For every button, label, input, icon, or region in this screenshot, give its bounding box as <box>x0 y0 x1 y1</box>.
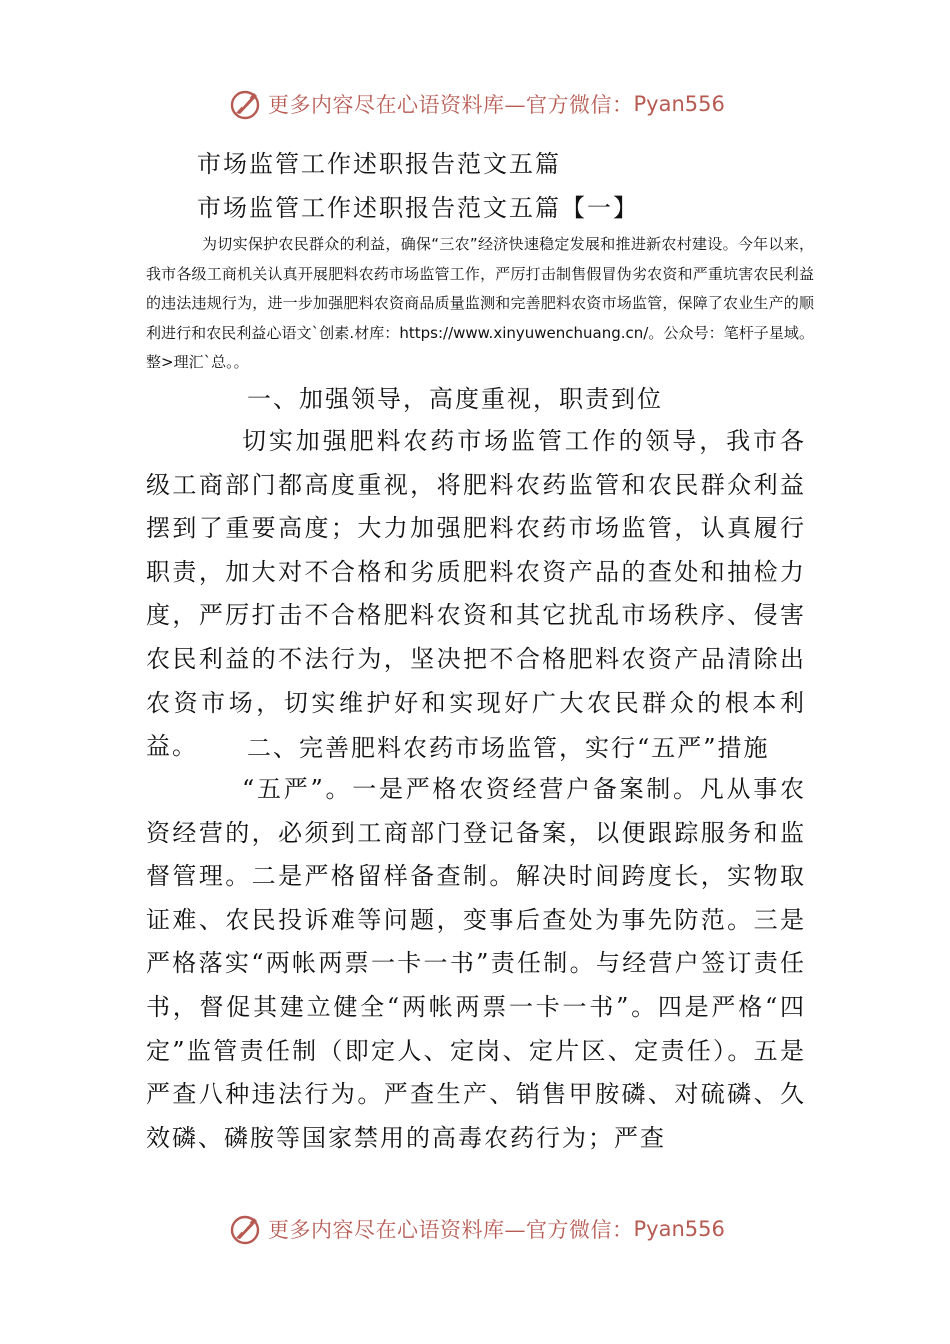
banner-wechat-id: Pyan556 <box>633 92 725 116</box>
header-watermark-banner <box>228 84 748 124</box>
section-heading-1: 一、加强领导，高度重视，职责到位 <box>247 385 663 413</box>
quill-logo-icon <box>228 1212 262 1246</box>
intro-paragraph: 为切实保护农民群众的利益，确保“三农”经济快速稳定发展和推进新农村建设。今年以来，我市各级工商机关认真开展肥料农药市场监管工作，严厉打击制售假冒伪劣农资和严重坑害农民利益的违法违规行为，进一步加强肥料农资商品质量监测和完善肥料农资市场监管，保障了农业生产的顺利进行和农民利益心语文`创素.材库：https://www.xinyuwenchuang.cn/。公众号：笔杆子星域。整>理汇`总。。 <box>146 235 814 371</box>
banner-wechat-id: Pyan556 <box>633 1217 725 1241</box>
footer-watermark-banner <box>228 1209 748 1249</box>
document-subtitle: 市场监管工作述职报告范文五篇【一】 <box>197 194 639 222</box>
banner-text: 更多内容尽在心语资料库—官方微信： <box>268 1218 634 1242</box>
section-heading-2: 二、完善肥料农药市场监管，实行“五严”措施 <box>247 734 770 762</box>
document-title: 市场监管工作述职报告范文五篇 <box>197 150 561 178</box>
quill-logo-icon <box>228 87 262 121</box>
section-body-2: “五严”。一是严格农资经营户备案制。凡从事农资经营的，必须到工商部门登记备案，以便跟踪服务和监督管理。二是严格留样备查制。解决时间跨度长，实物取证难、农民投诉难等问题，变事后查处为事先防范。三是严格落实“两帐两票一卡一书”责任制。与经营户签订责任书，督促其建立健全“两帐两票一卡一书”。四是严格“四定”监管责任制（即定人、定岗、定片区、定责任）。五是严查八种违法行为。严查生产、销售甲胺磷、对硫磷、久效磷、磷胺等国家禁用的高毒农药行为；严查 <box>146 775 806 1152</box>
banner-text: 更多内容尽在心语资料库—官方微信： <box>268 93 634 117</box>
section-body-1: 切实加强肥料农药市场监管工作的领导，我市各级工商部门都高度重视，将肥料农药监管和农民群众利益摆到了重要高度；大力加强肥料农药市场监管，认真履行职责，加大对不合格和劣质肥料农资产品的查处和抽检力度，严厉打击不合格肥料农资和其它扰乱市场秩序、侵害农民利益的不法行为，坚决把不合格肥料农资产品清除出农资市场，切实维护好和实现好广大农民群众的根本利益。 <box>146 427 806 761</box>
